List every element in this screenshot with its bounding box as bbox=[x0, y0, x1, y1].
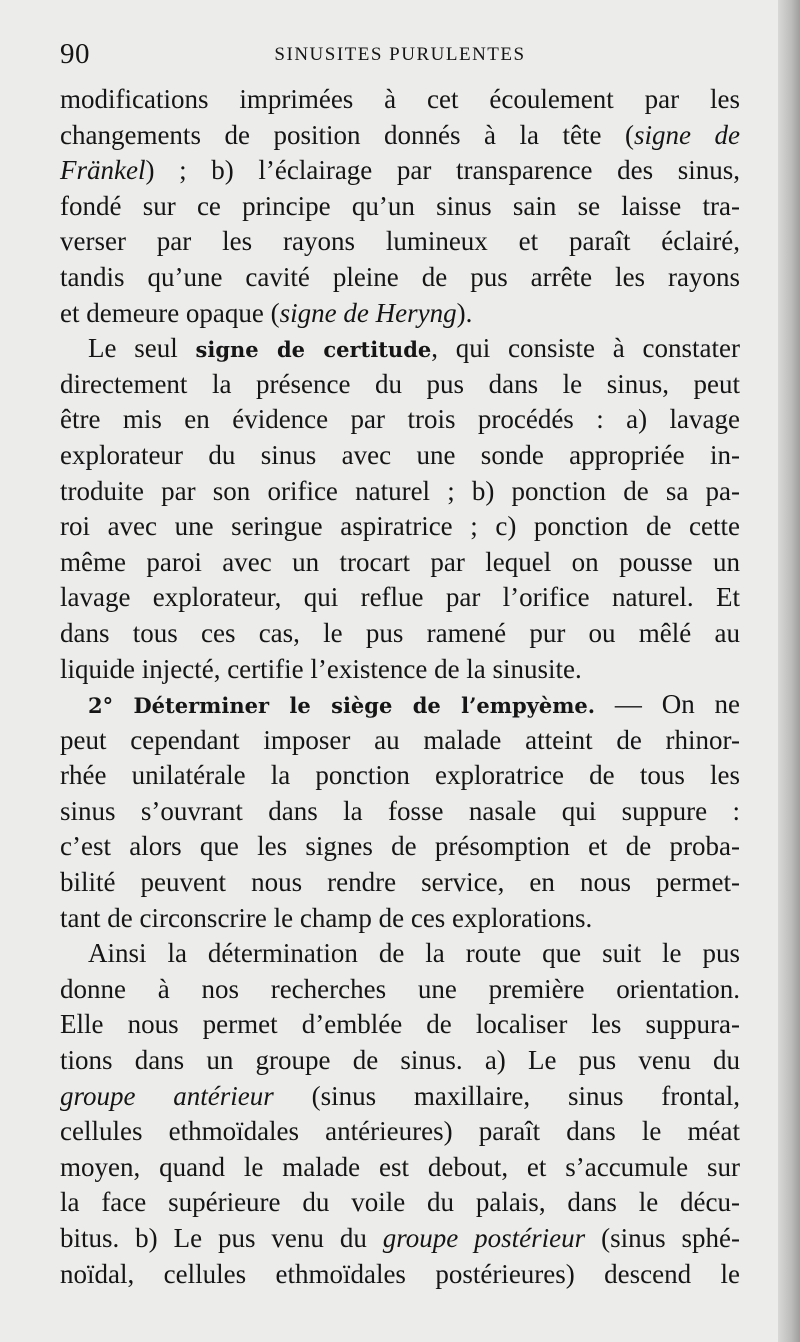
text-line bbox=[60, 936, 740, 972]
text-line bbox=[60, 723, 740, 759]
text-line bbox=[60, 1150, 740, 1186]
text-run: bilité peuvent nous rendre service, en nous permet- bbox=[60, 867, 740, 898]
page-header bbox=[60, 38, 740, 70]
text-run: verser par les rayons lumineux et paraît éclairé, bbox=[60, 226, 740, 257]
text-run: liquide injecté, certifie l’existence de la sinusite. bbox=[60, 653, 582, 684]
text-line bbox=[60, 652, 740, 688]
text-run: ). bbox=[456, 297, 473, 328]
italic-run: groupe postérieur bbox=[382, 1223, 586, 1253]
text-line bbox=[60, 616, 740, 652]
text-run: même paroi avec un trocart par lequel on pousse un bbox=[60, 546, 740, 577]
bold-run: 2° Déterminer le siège de l’empyème. bbox=[88, 693, 596, 719]
text-line bbox=[60, 794, 740, 830]
text-run: bitus. b) Le pus venu du bbox=[60, 1223, 383, 1253]
text-run: Le seul bbox=[88, 333, 196, 364]
text-line bbox=[60, 580, 740, 616]
text-run: donne à nos recherches une première orientation. bbox=[60, 973, 740, 1004]
text-line bbox=[60, 260, 740, 296]
text-line bbox=[60, 1185, 740, 1221]
text-run: noïdal, cellules ethmoïdales postérieures) descend le bbox=[60, 1258, 740, 1289]
text-run: c’est alors que les signes de présomption et de proba- bbox=[60, 831, 740, 862]
text-line bbox=[60, 509, 740, 545]
text-line bbox=[60, 82, 740, 118]
text-line bbox=[60, 1079, 740, 1115]
italic-run: signe de bbox=[634, 119, 740, 150]
text-run: fondé sur ce principe qu’un sinus sain se laisse tra- bbox=[60, 190, 740, 221]
text-run: Ainsi la détermination de la route que suit le pus bbox=[88, 938, 740, 969]
running-title: SINUSITES PURULENTES bbox=[274, 44, 526, 65]
text-run: modifications imprimées à cet écoulement par les bbox=[60, 84, 740, 114]
text-run: la face supérieure du voile du palais, dans le décu- bbox=[60, 1187, 740, 1218]
text-line bbox=[60, 118, 740, 154]
text-run: , qui consiste à constater bbox=[431, 333, 740, 364]
text-run: Elle nous permet d’emblée de localiser les suppura- bbox=[60, 1009, 740, 1040]
text-line bbox=[60, 1007, 740, 1043]
text-run: troduite par son orifice naturel ; b) ponction de sa pa- bbox=[60, 475, 740, 506]
text-run: explorateur du sinus avec une sonde appropriée in- bbox=[60, 439, 740, 470]
text-line bbox=[60, 865, 740, 901]
text-run: rhée unilatérale la ponction exploratrice de tous les bbox=[60, 760, 740, 791]
page-number: 90 bbox=[60, 38, 90, 70]
text-line bbox=[60, 331, 740, 367]
text-line bbox=[60, 153, 740, 189]
text-run: tandis qu’une cavité pleine de pus arrête les rayons bbox=[60, 261, 740, 292]
italic-run: signe de Heryng bbox=[279, 297, 457, 328]
text-line bbox=[60, 367, 740, 403]
text-line bbox=[60, 1043, 740, 1079]
text-run: — On ne bbox=[595, 689, 740, 720]
text-run: changements de position donnés à la tête ( bbox=[60, 119, 634, 150]
body-text bbox=[60, 82, 740, 1292]
page-gutter-shadow bbox=[778, 0, 800, 1342]
text-run: peut cependant imposer au malade atteint de rhinor- bbox=[60, 724, 740, 755]
text-run: dans tous ces cas, le pus ramené pur ou mêlé au bbox=[60, 617, 740, 648]
text-line bbox=[60, 474, 740, 510]
text-line bbox=[60, 296, 740, 332]
text-line bbox=[60, 545, 740, 581]
text-line bbox=[60, 972, 740, 1008]
text-run: cellules ethmoïdales antérieures) paraît dans le méat bbox=[60, 1116, 740, 1147]
text-line bbox=[60, 1221, 740, 1257]
text-line bbox=[60, 1257, 740, 1293]
text-line bbox=[60, 189, 740, 225]
text-run: sinus s’ouvrant dans la fosse nasale qui suppure : bbox=[60, 795, 740, 826]
text-line bbox=[60, 1114, 740, 1150]
text-run: lavage explorateur, qui reflue par l’orifice naturel. Et bbox=[60, 582, 740, 613]
text-run: et demeure opaque ( bbox=[60, 297, 280, 328]
text-run: ) ; b) l’éclairage par transparence des sinus, bbox=[145, 155, 740, 186]
text-line bbox=[60, 758, 740, 794]
text-line bbox=[60, 901, 740, 937]
italic-run: groupe antérieur bbox=[60, 1080, 274, 1111]
text-run: (sinus sphé- bbox=[585, 1223, 740, 1253]
text-run: roi avec une seringue aspiratrice ; c) ponction de cette bbox=[60, 511, 740, 542]
text-line bbox=[60, 687, 740, 723]
text-line bbox=[60, 438, 740, 474]
italic-run: Fränkel bbox=[60, 155, 146, 186]
text-run: moyen, quand le malade est debout, et s’accumule sur bbox=[60, 1151, 740, 1182]
text-run: tant de circonscrire le champ de ces explorations. bbox=[60, 902, 593, 933]
text-line bbox=[60, 829, 740, 865]
text-line bbox=[60, 402, 740, 438]
text-run: (sinus maxillaire, sinus frontal, bbox=[273, 1080, 740, 1111]
text-line bbox=[60, 224, 740, 260]
text-run: tions dans un groupe de sinus. a) Le pus venu du bbox=[60, 1045, 740, 1076]
text-run: être mis en évidence par trois procédés : a) lavage bbox=[60, 404, 740, 435]
text-run: directement la présence du pus dans le sinus, peut bbox=[60, 368, 740, 399]
bold-run: signe de certitude bbox=[195, 337, 432, 363]
